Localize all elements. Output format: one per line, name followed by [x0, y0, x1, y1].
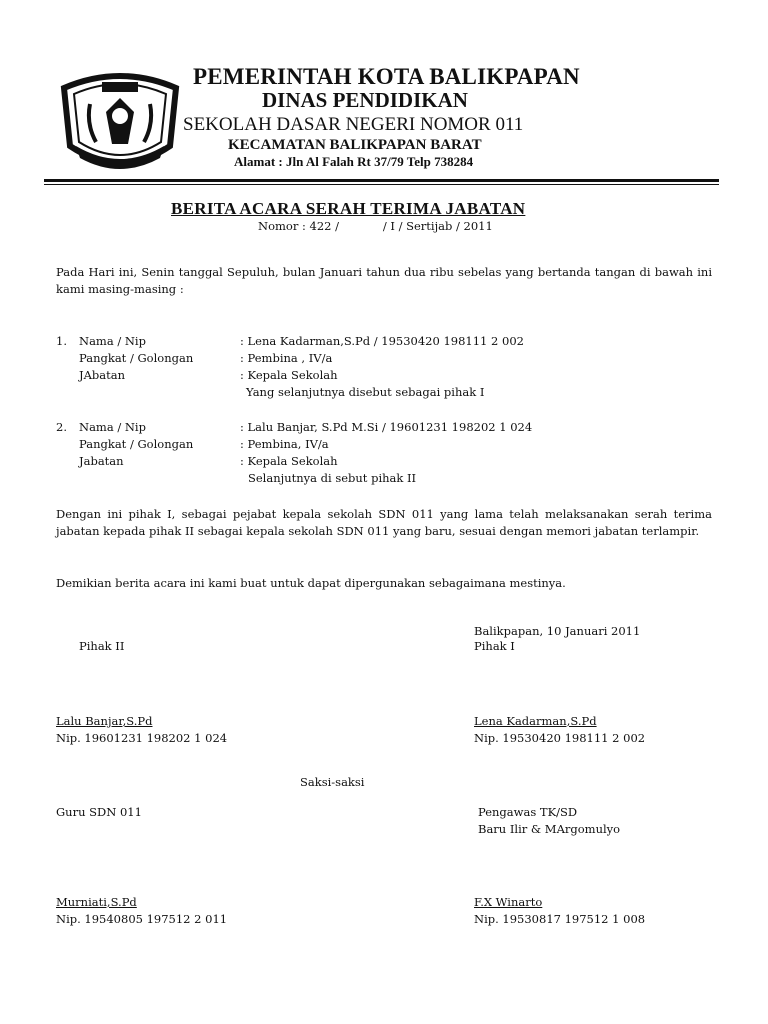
witness-left-role: Guru SDN 011 [56, 805, 142, 819]
party-1-name-value: : Lena Kadarman,S.Pd / 19530420 198111 2 002 [240, 334, 524, 348]
header-district: KECAMATAN BALIKPAPAN BARAT [228, 137, 482, 153]
header-divider-thin [44, 184, 719, 185]
closing-paragraph: Demikian berita acara ini kami buat untuk dapat dipergunakan sebagaimana mestinya. [56, 576, 566, 590]
header-divider [44, 179, 719, 182]
party-2-rank-value: : Pembina, IV/a [240, 437, 329, 451]
header-address: Alamat : Jln Al Falah Rt 37/79 Telp 738284 [234, 154, 474, 169]
header-school: SEKOLAH DASAR NEGERI NOMOR 011 [183, 114, 524, 135]
document-title: BERITA ACARA SERAH TERIMA JABATAN [171, 199, 526, 218]
party-1-position-value: : Kepala Sekolah [240, 368, 338, 382]
party-1-rank-label: Pangkat / Golongan [79, 351, 194, 365]
signature-left-role: Pihak II [79, 639, 125, 653]
signature-right-nip: Nip. 19530420 198111 2 002 [474, 731, 646, 745]
party-2-name-label: Nama / Nip [79, 420, 146, 434]
signature-left-nip: Nip. 19601231 198202 1 024 [56, 731, 228, 745]
party-1-number: 1. [56, 334, 67, 348]
party-2-note: Selanjutnya di sebut pihak II [248, 471, 417, 485]
party-2-name-value: : Lalu Banjar, S.Pd M.Si / 19601231 198202 1 024 [240, 420, 533, 434]
handover-paragraph: Dengan ini pihak I, sebagai pejabat kepala sekolah SDN 011 yang lama telah melaksanakan serah terima jabatan kepada pihak II sebagai kepala sekolah SDN 011 yang baru, sesuai dengan memori jabatan terlampir. [56, 507, 712, 538]
document-number: Nomor : 422 / / I / Sertijab / 2011 [258, 219, 493, 233]
party-2-rank-label: Pangkat / Golongan [79, 437, 194, 451]
witness-left-name: Murniati,S.Pd [56, 895, 137, 909]
place-date: Balikpapan, 10 Januari 2011 [474, 624, 641, 638]
party-2-position-value: : Kepala Sekolah [240, 454, 338, 468]
party-1-position-label: JAbatan [79, 368, 126, 382]
witness-right-role: Pengawas TK/SD [478, 805, 578, 819]
witness-left-nip: Nip. 19540805 197512 2 011 [56, 912, 228, 926]
signature-right-role: Pihak I [474, 639, 515, 653]
signature-right-name: Lena Kadarman,S.Pd [474, 714, 597, 728]
party-1-rank-value: : Pembina , IV/a [240, 351, 333, 365]
city-emblem-icon [56, 68, 184, 178]
header-department: DINAS PENDIDIKAN [262, 88, 468, 112]
party-1-name-label: Nama / Nip [79, 334, 146, 348]
witness-right-area: Baru Ilir & MArgomulyo [478, 822, 621, 836]
witness-right-nip: Nip. 19530817 197512 1 008 [474, 912, 646, 926]
party-2-number: 2. [56, 420, 67, 434]
witness-heading: Saksi-saksi [300, 775, 365, 789]
signature-left-name: Lalu Banjar,S.Pd [56, 714, 153, 728]
intro-paragraph: Pada Hari ini, Senin tanggal Sepuluh, bulan Januari tahun dua ribu sebelas yang bertanda tangan di bawah ini kami masing-masing : [56, 265, 712, 296]
header-government: PEMERINTAH KOTA BALIKPAPAN [193, 64, 580, 89]
party-1-note: Yang selanjutnya disebut sebagai pihak I [246, 385, 485, 399]
party-2-position-label: Jabatan [79, 454, 124, 468]
witness-right-name: F.X Winarto [474, 895, 543, 909]
